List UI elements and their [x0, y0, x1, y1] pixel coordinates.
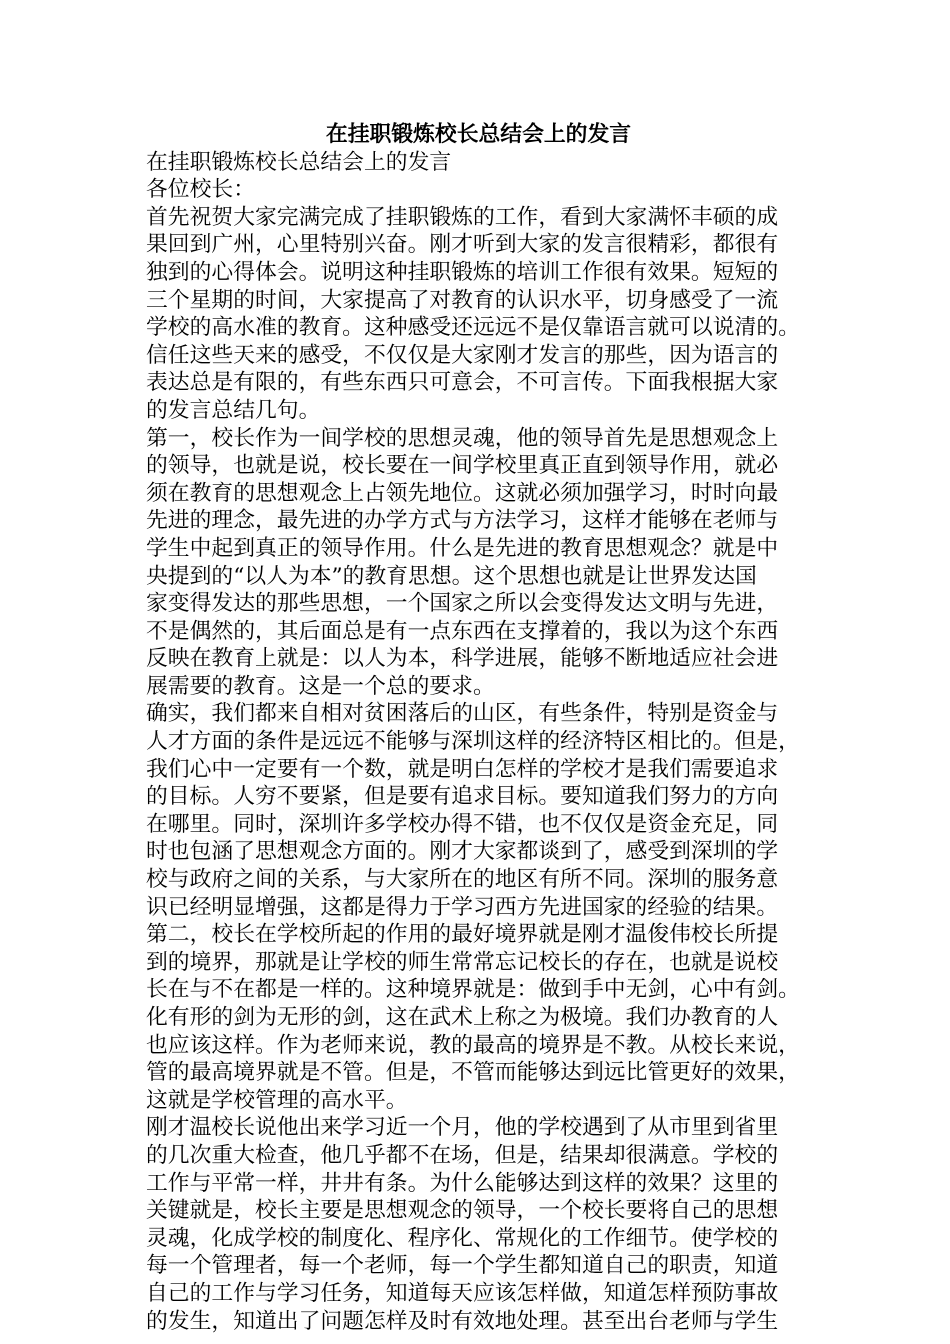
paragraph-line: 的发言总结几句。 [146, 397, 321, 423]
paragraph-line: 学校的高水准的教育。这种感受还远远不是仅靠语言就可以说清的。 [146, 315, 800, 341]
paragraph [146, 425, 811, 701]
paragraph-line: 时也包涵了思想观念方面的。刚才大家都谈到了，感受到深圳的学 [146, 839, 779, 865]
paragraph-line: 管的最高境界就是不管。但是，不管而能够达到远比管更好的效果， [146, 1060, 800, 1086]
paragraph [146, 204, 811, 425]
paragraph-line: 人才方面的条件是远远不能够与深圳这样的经济特区相比的。但是， [146, 729, 800, 755]
paragraph-line: 长在与不在都是一样的。这种境界就是：做到手中无剑，心中有剑。 [146, 977, 800, 1003]
paragraph-line: 的几次重大检查，他几乎都不在场，但是，结果却很满意。学校的 [146, 1142, 779, 1168]
paragraph-line: 在哪里。同时，深圳许多学校办得不错，也不仅仅是资金充足，同 [146, 811, 779, 837]
paragraph-line: 也应该这样。作为老师来说，教的最高的境界是不教。从校长来说， [146, 1032, 800, 1058]
paragraph-line: 我们心中一定要有一个数，就是明白怎样的学校才是我们需要追求 [146, 756, 779, 782]
paragraph-line: 化有形的剑为无形的剑，这在武术上称之为极境。我们办教育的人 [146, 1005, 779, 1030]
paragraph-line: 自己的工作与学习任务，知道每天应该怎样做，知道怎样预防事故 [146, 1280, 779, 1306]
paragraph-line: 果回到广州，心里特别兴奋。刚才听到大家的发言很精彩，都很有 [146, 232, 779, 258]
paragraph-line: 央提到的“以人为本”的教育思想。这个思想也就是让世界发达国 [146, 563, 757, 589]
paragraph-line: 信任这些天来的感受，不仅仅是大家刚才发言的那些，因为语言的 [146, 342, 779, 368]
paragraph-line: 展需要的教育。这是一个总的要求。 [146, 673, 495, 699]
salutation: 各位校长： [146, 177, 255, 203]
paragraph-line: 的领导，也就是说，校长要在一间学校里真正直到领导作用，就必 [146, 453, 779, 479]
paragraph-line: 工作与平常一样，井井有条。为什么能够达到这样的效果？这里的 [146, 1170, 779, 1196]
paragraph-line: 的发生，知道出了问题怎样及时有效地处理。甚至出台老师与学生 [146, 1308, 779, 1334]
paragraph-line: 的目标。人穷不要紧，但是要有追求目标。要知道我们努力的方向 [146, 784, 779, 810]
paragraph-line: 第二，校长在学校所起的作用的最好境界就是刚才温俊伟校长所提 [146, 922, 779, 948]
document-subtitle: 在挂职锻炼校长总结会上的发言 [146, 149, 452, 175]
paragraph-line: 每一个管理者，每一个老师，每一个学生都知道自己的职责，知道 [146, 1253, 779, 1279]
paragraph-line: 这就是学校管理的高水平。 [146, 1087, 408, 1113]
paragraph-list [146, 204, 811, 1335]
paragraph-line: 灵魂，化成学校的制度化、程序化、常规化的工作细节。使学校的 [146, 1225, 779, 1251]
paragraph-line: 须在教育的思想观念上占领先地位。这就必须加强学习，时时向最 [146, 480, 779, 506]
document-title: 在挂职锻炼校长总结会上的发言 [325, 122, 632, 147]
paragraph-line: 独到的心得体会。说明这种挂职锻炼的培训工作很有效果。短短的 [146, 259, 779, 285]
paragraph-line: 第一，校长作为一间学校的思想灵魂，他的领导首先是思想观念上 [146, 425, 779, 451]
paragraph-line: 家变得发达的那些思想，一个国家之所以会变得发达文明与先进， [146, 591, 779, 617]
paragraph [146, 1114, 811, 1335]
paragraph-line: 刚才温校长说他出来学习近一个月，他的学校遇到了从市里到省里 [146, 1115, 779, 1141]
paragraph-line: 关键就是，校长主要是思想观念的领导，一个校长要将自己的思想 [146, 1198, 779, 1224]
paragraph-line: 表达总是有限的，有些东西只可意会，不可言传。下面我根据大家 [146, 370, 779, 396]
paragraph-line: 识已经明显增强，这都是得力于学习西方先进国家的经验的结果。 [146, 894, 779, 920]
paragraph-line: 不是偶然的，其后面总是有一点东西在支撑着的，我以为这个东西 [146, 618, 779, 644]
paragraph-line: 首先祝贺大家完满完成了挂职锻炼的工作，看到大家满怀丰硕的成 [146, 204, 779, 230]
paragraph-line: 校与政府之间的关系，与大家所在的地区有所不同。深圳的服务意 [146, 867, 779, 893]
paragraph-line: 先进的理念，最先进的办学方式与方法学习，这样才能够在老师与 [146, 508, 779, 534]
paragraph [146, 921, 811, 1114]
paragraph-line: 学生中起到真正的领导作用。什么是先进的教育思想观念？就是中 [146, 535, 779, 561]
paragraph [146, 700, 811, 921]
paragraph-line: 三个星期的时间，大家提高了对教育的认识水平，切身感受了一流 [146, 287, 779, 313]
paragraph-line: 到的境界，那就是让学校的师生常常忘记校长的存在，也就是说校 [146, 949, 779, 975]
paragraph-line: 确实，我们都来自相对贫困落后的山区，有些条件，特别是资金与 [146, 701, 779, 727]
paragraph-line: 反映在教育上就是：以人为本，科学进展，能够不断地适应社会进 [146, 646, 779, 672]
document-body [146, 121, 811, 1335]
